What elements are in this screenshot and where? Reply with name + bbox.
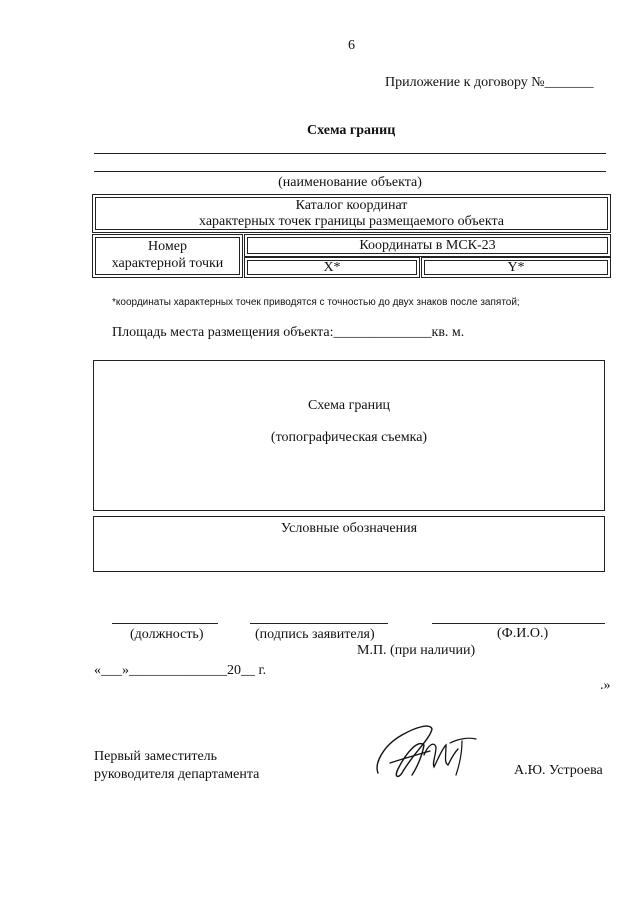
footer-role-line1: Первый заместитель	[94, 749, 218, 764]
page-number: 6	[348, 38, 355, 53]
date-line	[94, 663, 266, 679]
area-blank: ______________	[333, 325, 432, 340]
footer-signer: А.Ю. Устроева	[514, 763, 603, 778]
footnote: *координаты характерных точек приводятся с точностью до двух знаков после запятой;	[112, 297, 520, 308]
contract-number-blank: _______	[544, 75, 594, 90]
object-name-line-2	[94, 171, 606, 172]
date-close-quote: »	[122, 663, 129, 678]
area-unit: кв. м.	[431, 325, 465, 340]
signature-caption: (подпись заявителя)	[255, 627, 375, 642]
catalog-header	[92, 198, 611, 230]
date-month-blank: ______________	[129, 663, 227, 678]
date-open-quote: «	[94, 663, 101, 678]
legend-title: Условные обозначения	[280, 521, 418, 536]
col-number-line1: Номер	[148, 239, 187, 254]
signature-line	[250, 623, 388, 624]
handwritten-signature	[372, 715, 482, 787]
stamp-caption: М.П. (при наличии)	[357, 643, 476, 658]
date-day-blank: ___	[101, 663, 122, 678]
footer-role	[94, 748, 259, 784]
area-line	[112, 325, 464, 341]
area-label: Площадь места размещения объекта:	[112, 325, 334, 340]
scheme-title: Схема границ	[307, 398, 391, 413]
date-year-suffix: г.	[255, 663, 267, 678]
name-caption: (Ф.И.О.)	[497, 626, 549, 641]
closing-mark: .»	[600, 678, 611, 693]
date-year-prefix: 20	[227, 663, 241, 678]
scheme-subtitle: (топографическая съемка)	[270, 430, 428, 445]
position-line	[112, 623, 218, 624]
col-coords-header: Координаты в МСК-23	[359, 238, 496, 253]
appendix-reference	[385, 75, 594, 91]
document-title: Схема границ	[307, 123, 396, 138]
col-x-header: X*	[323, 260, 341, 275]
appendix-text: Приложение к договору №	[385, 75, 545, 90]
catalog-subtitle: характерных точек границы размещаемого объекта	[199, 214, 504, 229]
col-number-line2: характерной точки	[111, 256, 224, 271]
name-line	[432, 623, 605, 624]
col-y-header: Y*	[507, 260, 525, 275]
date-year-blank: __	[241, 663, 255, 678]
object-name-caption: (наименование объекта)	[278, 175, 422, 190]
catalog-title: Каталог координат	[295, 198, 408, 213]
position-caption: (должность)	[130, 627, 204, 642]
footer-role-line2: руководителя департамента	[94, 767, 260, 782]
object-name-line-1	[94, 153, 606, 154]
col-number-header	[92, 238, 243, 272]
